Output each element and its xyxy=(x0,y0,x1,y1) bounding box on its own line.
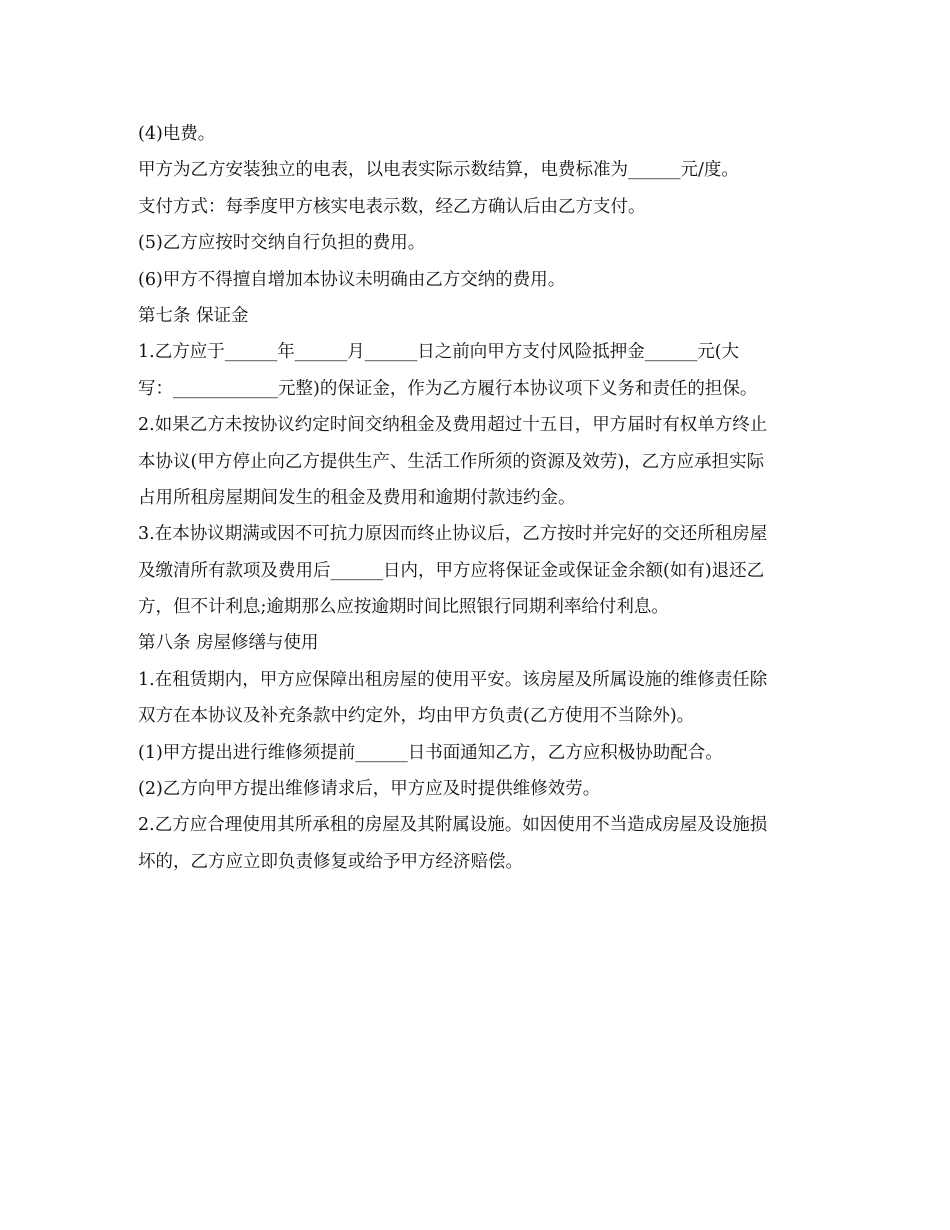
clause-text-line: 本协议(甲方停止向乙方提供生产、生活工作所须的资源及效劳)，乙方应承担实际 xyxy=(138,451,765,472)
clause-text-line: (5)乙方应按时交纳自行负担的费用。 xyxy=(138,233,426,254)
clause-text-line: (1)甲方提出进行维修须提前______日书面通知乙方，乙方应积极协助配合。 xyxy=(138,742,723,763)
clause-text-line: 1.乙方应于______年______月______日之前向甲方支付风险抵押金______元(大 xyxy=(138,342,740,363)
clause-text-line: 3.在本协议期满或因不可抗力原因而终止协议后，乙方按时并完好的交还所租房屋 xyxy=(138,524,768,545)
clause-text-line: 双方在本协议及补充条款中约定外，均由甲方负责(乙方使用不当除外)。 xyxy=(138,706,695,727)
clause-text-line: 甲方为乙方安装独立的电表，以电表实际示数结算，电费标准为______元/度。 xyxy=(138,160,739,181)
clause-text-line: 坏的，乙方应立即负责修复或给予甲方经济赔偿。 xyxy=(138,851,523,872)
clause-text-line: 2.乙方应合理使用其所承租的房屋及其附属设施。如因使用不当造成房屋及设施损 xyxy=(138,815,768,836)
clause-text-line: (2)乙方向甲方提出维修请求后，甲方应及时提供维修效劳。 xyxy=(138,779,601,800)
document-body xyxy=(138,116,818,880)
clause-text-line: 占用所租房屋期间发生的租金及费用和逾期付款违约金。 xyxy=(138,487,576,508)
clause-text-line: (6)甲方不得擅自增加本协议未明确由乙方交纳的费用。 xyxy=(138,269,566,290)
clause-text-line: 2.如果乙方未按协议约定时间交纳租金及费用超过十五日，甲方届时有权单方终止 xyxy=(138,415,768,436)
section-heading: 第七条 保证金 xyxy=(138,305,249,326)
clause-text-line: (4)电费。 xyxy=(138,124,216,144)
clause-text-line: 方，但不计利息;逾期那么应按逾期时间比照银行同期利率给付利息。 xyxy=(138,597,669,618)
clause-text-line: 及缴清所有款项及费用后______日内，甲方应将保证金或保证金余额(如有)退还乙 xyxy=(138,560,765,581)
section-heading: 第八条 房屋修缮与使用 xyxy=(138,633,319,654)
clause-text-line: 支付方式：每季度甲方核实电表示数，经乙方确认后由乙方支付。 xyxy=(138,196,646,217)
clause-text-line: 1.在租赁期内，甲方应保障出租房屋的使用平安。该房屋及所属设施的维修责任除 xyxy=(138,669,768,690)
clause-text-line: 写：____________元整)的保证金，作为乙方履行本协议项下义务和责任的担保。 xyxy=(138,378,758,399)
